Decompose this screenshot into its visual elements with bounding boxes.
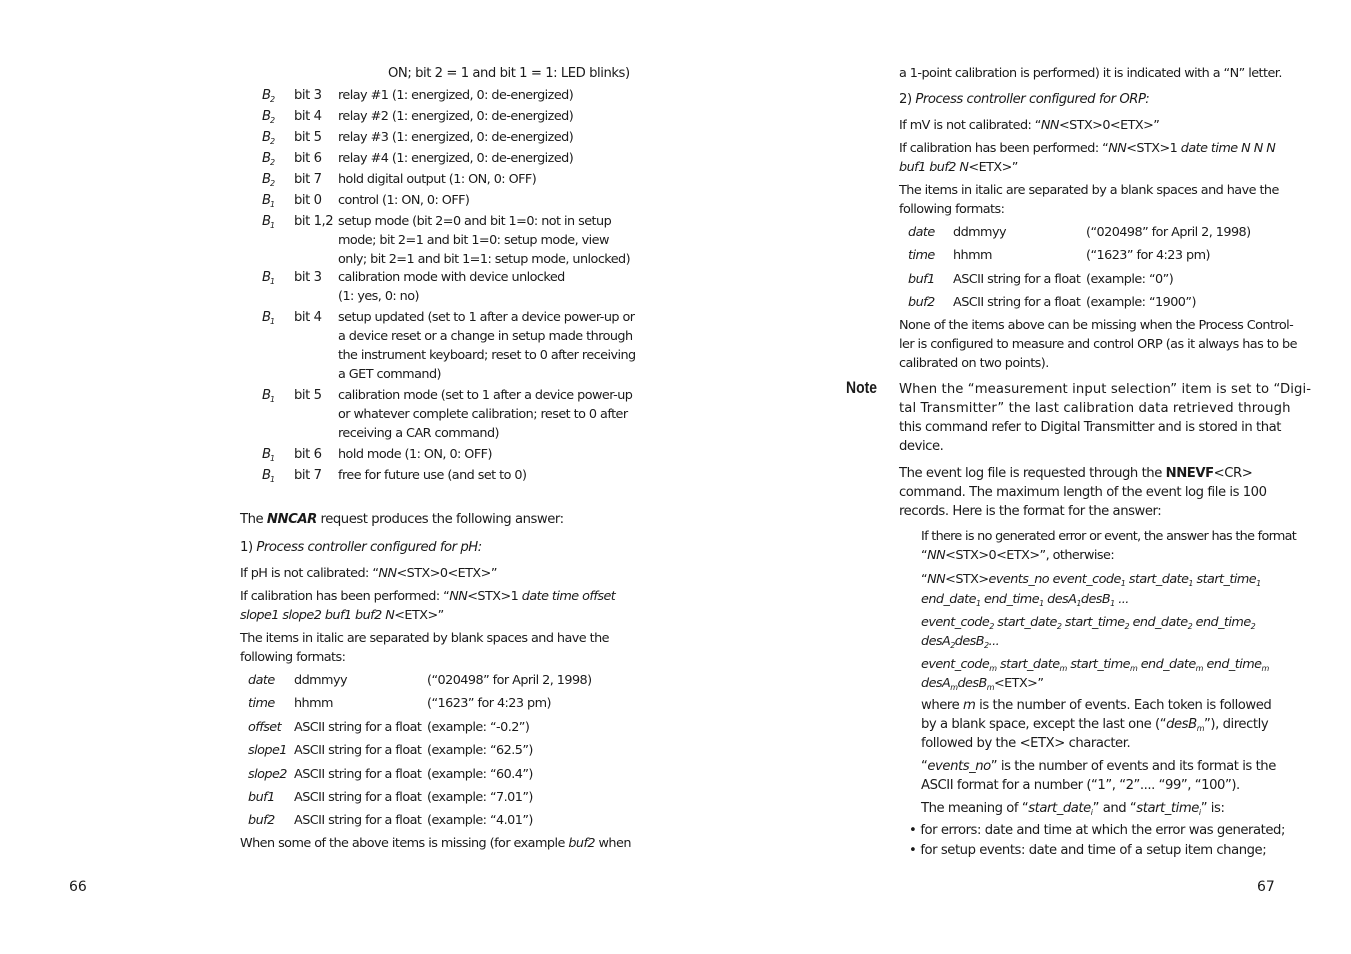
bit-table-byte: B <box>262 88 271 103</box>
format-name: buf1 <box>248 790 275 805</box>
bit-table-description: relay #2 (1: energized, 0: de-energized) <box>338 109 574 124</box>
orp-italic-note-line-1: The items in italic are separated by a blank spaces and have the <box>899 183 1279 198</box>
note-text-line-1: When the “measurement input selection” item is set to “Digi- <box>899 382 1312 397</box>
format-fmt: ddmmyy <box>953 225 1007 240</box>
format-fmt: ASCII string for a float <box>953 295 1081 311</box>
bit-table-byte-index: 1 <box>270 395 275 404</box>
bit-table-description: a GET command) <box>338 367 441 382</box>
bit-table-description: (1: yes, 0: no) <box>338 289 419 304</box>
bullet-item-errors: • for errors: date and time at which the error was generated; <box>909 821 1285 840</box>
format-name: buf2 <box>908 295 935 311</box>
no-error-line-1: If there is no generated error or event, the answer has the format <box>921 529 1297 544</box>
bit-table-bit: bit 7 <box>294 172 322 187</box>
calibration-continuation: a 1-point calibration is performed) it is indicated with a “N” letter. <box>899 66 1282 81</box>
bit-table-bit: bit 7 <box>294 468 322 483</box>
page-number-right: 67 <box>1257 879 1275 895</box>
format-example: (example: “7.01”) <box>427 790 533 805</box>
bullet-item-setup: • for setup events: date and time of a setup item change; <box>909 841 1266 860</box>
note-text-line-3: this command refer to Digital Transmitter and is stored in that <box>899 420 1281 435</box>
ph-calibrated-line-1: If calibration has been performed: “NN<STX>1 date time offset <box>240 589 616 604</box>
bit-table-description: or whatever complete calibration; reset to 0 after <box>338 407 628 422</box>
bit-table-byte: B <box>262 388 271 403</box>
format-example: (“1623” for 4:23 pm) <box>427 696 551 712</box>
event-format-line-6: desA$_m$desB$_m$<ETX>” <box>921 676 1044 692</box>
event-format-line-5: event_code$_m$ start_date$_m$ start_time$_m$ end_date$_m$ end_time$_m$ <box>921 657 1269 673</box>
bit-table-bit: bit 6 <box>294 447 322 462</box>
mv-not-calibrated-line: If mV is not calibrated: “NN<STX>0<ETX>” <box>899 118 1160 133</box>
event-log-line-3: records. Here is the format for the answer: <box>899 504 1162 519</box>
none-missing-line-1: None of the items above can be missing when the Process Control- <box>899 318 1294 333</box>
bit-description-continuation: ON; bit 2 = 1 and bit 1 = 1: LED blinks) <box>388 66 630 81</box>
orp-italic-note-line-2: following formats: <box>899 202 1005 217</box>
bit-table-description: receiving a CAR command) <box>338 426 499 441</box>
ph-not-calibrated-line: If pH is not calibrated: “NN<STX>0<ETX>” <box>240 566 497 581</box>
no-error-line-2: “NN<STX>0<ETX>”, otherwise: <box>921 548 1115 563</box>
bit-table-byte: B <box>262 172 271 187</box>
event-log-line-2: command. The maximum length of the event log file is 100 <box>899 485 1267 500</box>
format-name: buf1 <box>908 271 935 287</box>
format-name: offset <box>248 719 282 735</box>
format-example: (example: “60.4”) <box>427 766 533 782</box>
bit-table-byte: B <box>262 468 271 483</box>
bit-table-bit: bit 3 <box>294 270 322 285</box>
format-fmt: hhmm <box>953 248 992 264</box>
bit-table-byte: B <box>262 193 271 208</box>
format-fmt: ASCII string for a float <box>294 813 422 829</box>
format-fmt: hhmm <box>294 696 333 712</box>
bit-table-bit: bit 5 <box>294 388 322 403</box>
event-format-line-1: “NN<STX>events_no event_code$_1$ start_date$_1$ start_time$_1$ <box>921 572 1261 588</box>
bit-table-description: control (1: ON, 0: OFF) <box>338 193 470 208</box>
bit-table-byte-index: 2 <box>270 158 275 167</box>
format-name: time <box>248 696 275 712</box>
format-example: (example: “0”) <box>1086 271 1174 287</box>
bit-table-bit: bit 6 <box>294 151 322 166</box>
bit-table-description: setup mode (bit 2=0 and bit 1=0: not in setup <box>338 214 612 229</box>
bit-table-bit: bit 0 <box>294 193 322 208</box>
bit-table-bit: bit 4 <box>294 109 322 124</box>
format-example: (“1623” for 4:23 pm) <box>1086 248 1210 264</box>
bit-table-byte-index: 1 <box>270 475 275 484</box>
format-name: date <box>248 673 275 688</box>
format-example: (example: “-0.2”) <box>427 719 530 735</box>
bit-table-bit: bit 5 <box>294 130 322 145</box>
bit-table-description: the instrument keyboard; reset to 0 after receiving <box>338 348 636 363</box>
bit-table-description: only; bit 2=1 and bit 1=1: setup mode, unlocked) <box>338 252 631 267</box>
format-name: time <box>908 248 935 264</box>
events-no-line-2: ASCII format for a number (“1”, “2”.... “99”, “100”). <box>921 778 1240 793</box>
bit-table-description: a device reset or a change in setup made through <box>338 329 633 344</box>
bit-table-byte-index: 2 <box>270 95 275 104</box>
bit-table-description: free for future use (and set to 0) <box>338 468 527 483</box>
format-fmt: ASCII string for a float <box>294 743 422 759</box>
bit-table-description: calibration mode (set to 1 after a device power-up <box>338 388 633 403</box>
bit-table-byte-index: 2 <box>270 179 275 188</box>
nncar-intro: The NNCAR request produces the following answer: <box>240 512 564 527</box>
page-number-left: 66 <box>69 879 87 895</box>
format-example: (example: “62.5”) <box>427 743 533 759</box>
bit-table-byte: B <box>262 151 271 166</box>
bit-table-byte-index: 1 <box>270 317 275 326</box>
section-2-heading: 2) Process controller configured for ORP: <box>899 92 1150 107</box>
note-text-line-2: tal Transmitter” the last calibration data retrieved through <box>899 401 1291 416</box>
format-fmt: ASCII string for a float <box>953 271 1081 287</box>
bit-table-byte-index: 2 <box>270 116 275 125</box>
bit-table-byte: B <box>262 130 271 145</box>
note-text-line-4: device. <box>899 439 944 454</box>
bit-table-byte-index: 1 <box>270 221 275 230</box>
bit-table-byte: B <box>262 447 271 462</box>
bit-table-byte-index: 1 <box>270 200 275 209</box>
missing-items-line: When some of the above items is missing (for example buf2 when <box>240 836 631 851</box>
bit-table-description: relay #3 (1: energized, 0: de-energized) <box>338 130 574 145</box>
bit-table-bit: bit 1,2 <box>294 214 334 229</box>
event-format-line-4: desA$_2$desB$_2$... <box>921 634 1000 650</box>
format-example: (example: “4.01”) <box>427 813 533 829</box>
bit-table-description: hold digital output (1: ON, 0: OFF) <box>338 172 537 187</box>
bit-table-bit: bit 4 <box>294 310 322 325</box>
format-fmt: ddmmyy <box>294 673 348 688</box>
nnevf-command: NNEVF <box>1165 466 1214 481</box>
format-fmt: ASCII string for a float <box>294 719 422 735</box>
italic-note-line-2: following formats: <box>240 650 346 665</box>
format-name: slope1 <box>248 743 287 759</box>
event-format-line-2: end_date$_1$ end_time$_1$ desA$_1$desB$_1$ ... <box>921 592 1129 608</box>
ph-calibrated-line-2: slope1 slope2 buf1 buf2 N<ETX>” <box>240 608 444 623</box>
bit-table-byte-index: 1 <box>270 277 275 286</box>
format-example: (“020498” for April 2, 1998) <box>1086 225 1251 240</box>
bit-table-byte: B <box>262 214 271 229</box>
bit-table-description: setup updated (set to 1 after a device power-up or <box>338 310 635 325</box>
bit-table-description: relay #4 (1: energized, 0: de-energized) <box>338 151 574 166</box>
events-no-line-1: “events_no” is the number of events and its format is the <box>921 759 1276 774</box>
bit-table-byte: B <box>262 270 271 285</box>
note-label: Note <box>846 378 877 397</box>
none-missing-line-3: calibrated on two points). <box>899 356 1049 371</box>
where-line-3: followed by the <ETX> character. <box>921 736 1131 751</box>
bit-table-description: relay #1 (1: energized, 0: de-energized) <box>338 88 574 103</box>
bit-table-description: hold mode (1: ON, 0: OFF) <box>338 447 492 462</box>
event-format-line-3: event_code$_2$ start_date$_2$ start_time$_2$ end_date$_2$ end_time$_2$ <box>921 615 1256 631</box>
format-example: (example: “1900”) <box>1086 295 1196 311</box>
format-fmt: ASCII string for a float <box>294 766 422 782</box>
nncar-command: NNCAR <box>266 512 317 527</box>
section-1-heading: 1) Process controller configured for pH: <box>240 540 482 555</box>
orp-calibrated-line-2: buf1 buf2 N<ETX>” <box>899 160 1018 175</box>
italic-note-line-1: The items in italic are separated by blank spaces and have the <box>240 631 609 646</box>
format-name: date <box>908 225 935 240</box>
bit-table-description: mode; bit 2=1 and bit 1=0: setup mode, view <box>338 233 609 248</box>
where-line-2: by a blank space, except the last one (“desB$_m$”), directly <box>921 717 1269 733</box>
bit-table-description: calibration mode with device unlocked <box>338 270 565 285</box>
bit-table-byte-index: 1 <box>270 454 275 463</box>
format-name: buf2 <box>248 813 275 829</box>
format-fmt: ASCII string for a float <box>294 790 422 805</box>
event-log-line-1: The event log file is requested through the NNEVF<CR> <box>899 466 1253 481</box>
bit-table-byte: B <box>262 109 271 124</box>
bit-table-byte: B <box>262 310 271 325</box>
meaning-line: The meaning of “start_date$_i$” and “start_time$_i$” is: <box>921 801 1225 817</box>
orp-calibrated-line-1: If calibration has been performed: “NN<STX>1 date time N N N <box>899 141 1276 156</box>
bit-table-byte-index: 2 <box>270 137 275 146</box>
none-missing-line-2: ler is configured to measure and control ORP (as it always has to be <box>899 337 1297 352</box>
format-name: slope2 <box>248 766 287 782</box>
where-line-1: where m is the number of events. Each token is followed <box>921 698 1272 713</box>
bit-table-bit: bit 3 <box>294 88 322 103</box>
format-example: (“020498” for April 2, 1998) <box>427 673 592 688</box>
